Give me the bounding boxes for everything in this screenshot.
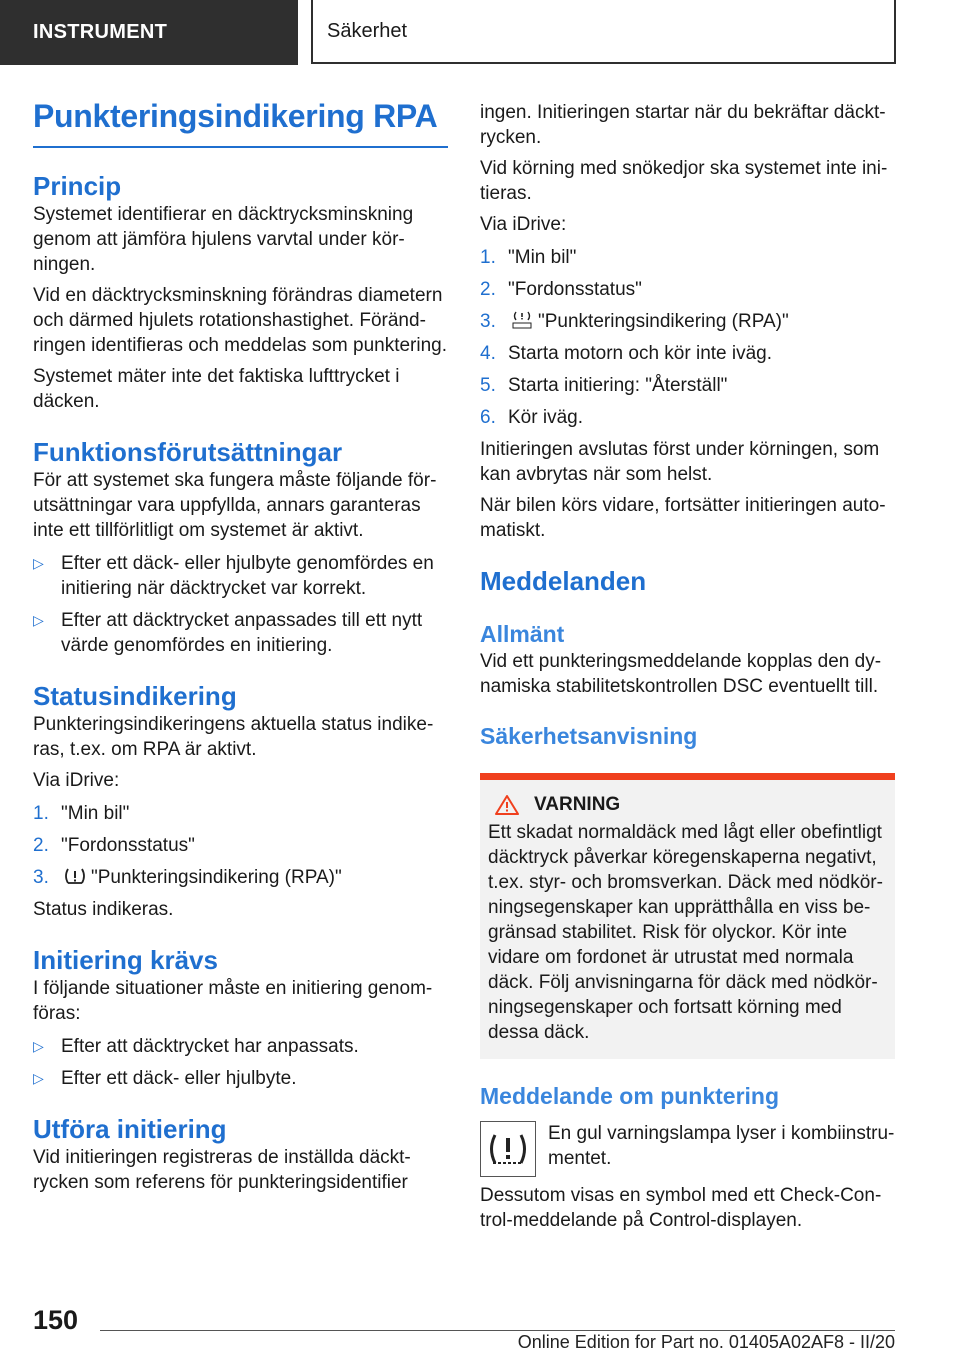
list-item: ▷ Efter ett däck- eller hjulbyte genomfördes en initiering när däcktrycket var korrekt. (33, 553, 434, 599)
paragraph: Vid initieringen registreras de inställda däcktrycken som referens för punkteringsidentifier (33, 1147, 411, 1193)
list-item: 6. Kör iväg. (480, 407, 583, 428)
heading-init-required: Initiering krävs (33, 945, 218, 975)
warning-box (480, 773, 895, 1059)
heading-messages: Meddelanden (480, 566, 647, 596)
tpms-reset-icon (510, 310, 534, 330)
paragraph: ingen. Initieringen startar när du bekräftar däcktrycken. (480, 102, 886, 148)
init-steps (480, 245, 895, 430)
list-item: 1. "Min bil" (480, 247, 577, 268)
paragraph: För att systemet ska fungera måste följande förutsättningar vara uppfyllda, annars garanteras inte ett tillförlitligt om systemet är aktivt. (33, 470, 437, 541)
page-title: Punkteringsindikering RPA (33, 96, 448, 148)
page-header (0, 0, 960, 66)
warning-label: VARNING (534, 794, 621, 815)
paragraph: Systemet mäter inte det faktiska lufttrycket i däcken. (33, 366, 400, 412)
section-tab: INSTRUMENT (0, 0, 298, 65)
requirements-list (33, 551, 448, 658)
triangle-bullet-icon: ▷ (33, 555, 44, 571)
heading-puncture: Meddelande om punktering (480, 1083, 780, 1109)
warning-triangle-icon (494, 794, 520, 816)
page-number: 150 (33, 1305, 79, 1335)
heading-perform-init: Utföra initiering (33, 1114, 227, 1144)
left-column (33, 96, 448, 1195)
triangle-bullet-icon: ▷ (33, 1070, 44, 1086)
list-item: ▷ Efter att däcktrycket har anpassats. (33, 1036, 359, 1057)
tpms-icon (63, 866, 87, 886)
warning-text: Ett skadat normaldäck med lågt eller obefintligt däcktryck påverkar köregenskaperna negativt, t.ex. styr- och bromsverkan. Däck med nödkörningsegenskaper kan upprätthålla en viss begränsad stabilitet. Risk för olyckor. Kör inte vidare om fordonet är utrustat med normala däck. Följ anvisningarna för däck med nödkörningsegenskaper och fortsatt körning med dessa däck. (488, 822, 883, 1043)
list-item: ▷ Efter att däcktrycket anpassades till ett nytt värde genomfördes en initiering. (33, 610, 423, 656)
footer-divider (100, 1330, 895, 1331)
paragraph: När bilen körs vidare, fortsätter initieringen automatiskt. (480, 495, 886, 541)
warning-bar (480, 773, 895, 780)
paragraph: Vid ett punkteringsmeddelande kopplas den dynamiska stabilitetskontrollen DSC eventuellt till. (480, 651, 882, 697)
heading-requirements: Funktionsförutsättningar (33, 437, 343, 467)
list-item: 5. Starta initiering: "Återställ" (480, 375, 728, 396)
paragraph: Vid en däcktrycksminskning förändras diametern och därmed hjulets rotationshastighet. Förändringen identifieras och meddelas som punktering. (33, 285, 448, 356)
list-item: 3. "Punkteringsindikering (RPA)" (33, 867, 342, 888)
list-item: 2. "Fordonsstatus" (480, 279, 642, 300)
edition-note: Online Edition for Part no. 01405A02AF8 - II/20 (517, 1332, 895, 1352)
list-item: ▷ Efter ett däck- eller hjulbyte. (33, 1068, 297, 1089)
paragraph: Via iDrive: (33, 770, 120, 791)
list-item: 4. Starta motorn och kör inte iväg. (480, 343, 773, 364)
paragraph: En gul varningslampa lyser i kombiinstrumentet. (548, 1123, 895, 1169)
triangle-bullet-icon: ▷ (33, 1038, 44, 1054)
paragraph: Via iDrive: (480, 214, 567, 235)
heading-principle: Princip (33, 171, 122, 201)
warning-header (488, 794, 887, 816)
heading-status: Statusindikering (33, 681, 237, 711)
triangle-bullet-icon: ▷ (33, 612, 44, 628)
paragraph: Initieringen avslutas först under körningen, som kan avbrytas när som helst. (480, 439, 880, 485)
heading-safety: Säkerhetsanvisning (480, 723, 698, 749)
page-footer (0, 1295, 960, 1362)
paragraph: Punkteringsindikeringens aktuella status indikeras, t.ex. om RPA är aktivt. (33, 714, 434, 760)
list-item: 1. "Min bil" (33, 803, 130, 824)
paragraph: Dessutom visas en symbol med ett Check-Control-meddelande på Control-displayen. (480, 1185, 882, 1231)
init-required-list (33, 1034, 448, 1091)
heading-general: Allmänt (480, 621, 565, 647)
list-item: 3. "Punkteringsindikering (RPA)" (480, 311, 789, 332)
status-steps (33, 801, 448, 890)
right-column (480, 100, 895, 1233)
puncture-row (480, 1121, 895, 1177)
paragraph: I följande situationer måste en initiering genomföras: (33, 978, 433, 1024)
paragraph: Systemet identifierar en däcktrycksminskning genom att jämföra hjulens varvtal under körningen. (33, 204, 414, 275)
chapter-tab: Säkerhet (311, 0, 896, 64)
paragraph: Vid körning med snökedjor ska systemet inte initieras. (480, 158, 888, 204)
tpms-warning-lamp-icon (480, 1121, 536, 1177)
list-item: 2. "Fordonsstatus" (33, 835, 195, 856)
paragraph: Status indikeras. (33, 899, 174, 920)
